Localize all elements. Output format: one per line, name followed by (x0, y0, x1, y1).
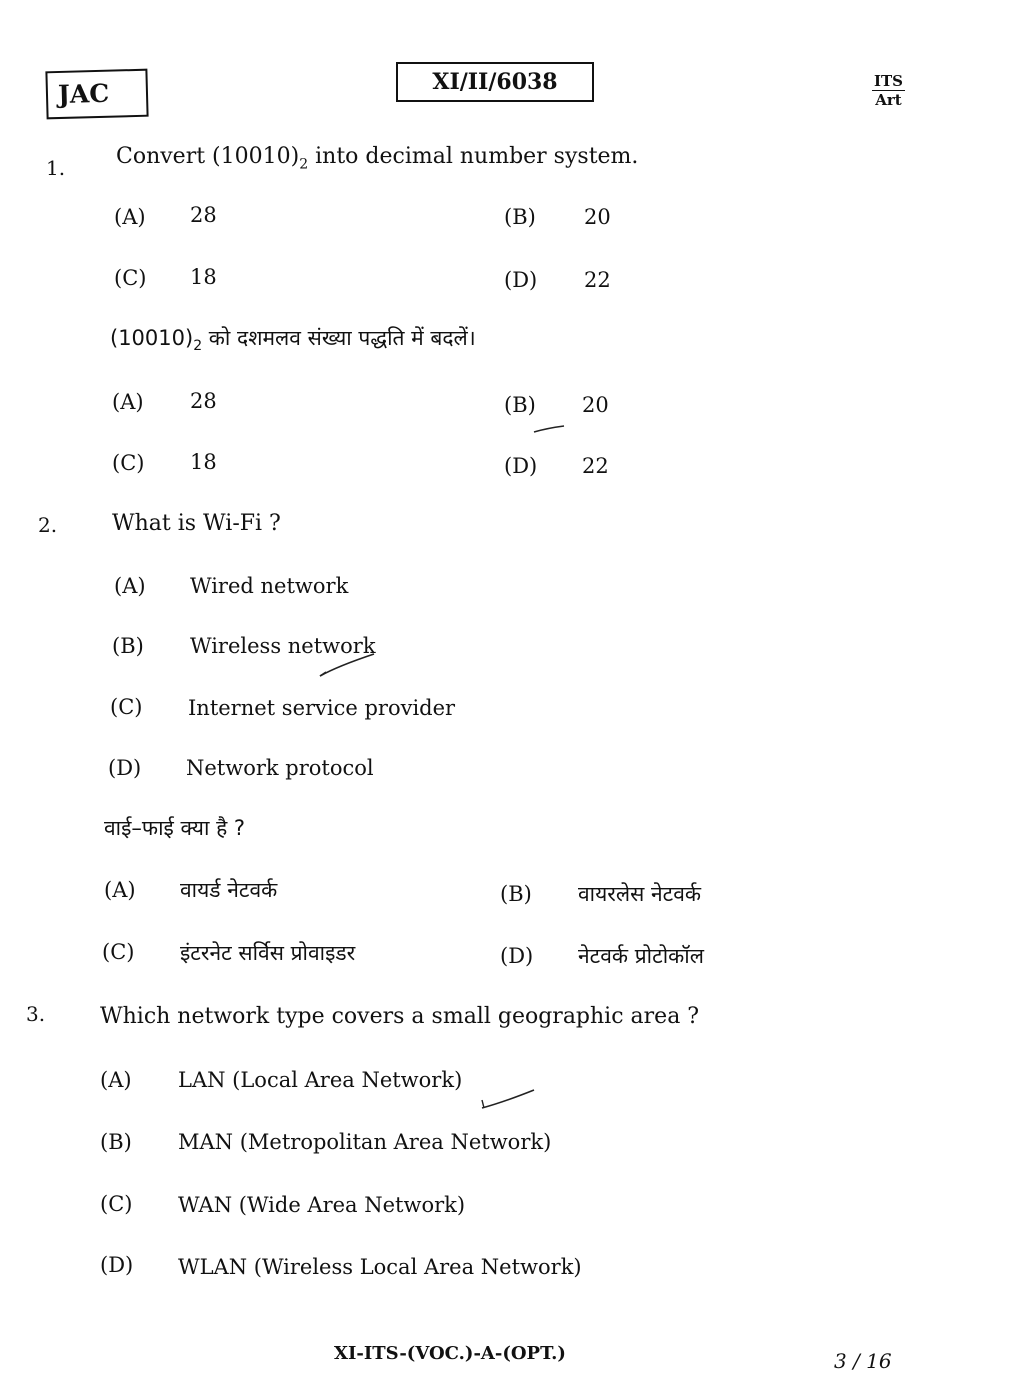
option-label: (D) (504, 454, 538, 478)
option-text: 22 (584, 268, 611, 292)
option-label: (A) (114, 574, 146, 598)
option-text: 20 (584, 205, 611, 229)
answer-tick-mark (532, 424, 566, 434)
option-text: इंटरनेट सर्विस प्रोवाइडर (180, 941, 356, 965)
paper-code: XI/II/6038 (396, 62, 594, 102)
option-text: Wireless network (190, 634, 376, 658)
option-text: WAN (Wide Area Network) (178, 1193, 466, 1217)
option-label: (B) (504, 393, 536, 417)
question-text: What is Wi-Fi ? (112, 511, 281, 536)
question-text-hindi: वाई–फाई क्या है ? (104, 816, 246, 840)
subject-label (872, 72, 905, 109)
option-text: WLAN (Wireless Local Area Network) (178, 1255, 582, 1279)
option-label: (C) (110, 695, 143, 719)
option-label: (A) (114, 205, 146, 229)
question-text: Which network type covers a small geographic area ? (100, 1004, 700, 1029)
option-label: (A) (100, 1068, 132, 1092)
option-text: वायर्ड नेटवर्क (180, 878, 278, 902)
option-text: 28 (190, 389, 217, 413)
option-label: (A) (104, 878, 136, 902)
option-label: (B) (100, 1130, 132, 1154)
option-label: (B) (500, 882, 532, 906)
option-text: Wired network (190, 574, 349, 598)
option-text: 20 (582, 393, 609, 417)
option-text: वायरलेस नेटवर्क (578, 882, 702, 906)
option-label: (C) (114, 266, 147, 290)
option-text: नेटवर्क प्रोटोकॉल (578, 944, 704, 968)
answer-tick-mark (478, 1088, 538, 1112)
paper-footer-code: XI-ITS-(VOC.)-A-(OPT.) (334, 1343, 566, 1364)
option-text: MAN (Metropolitan Area Network) (178, 1130, 552, 1154)
question-number: 3. (26, 1002, 46, 1026)
option-text: Network protocol (186, 756, 374, 780)
question-number: 1. (46, 156, 66, 180)
option-label: (C) (100, 1192, 133, 1216)
question-text-hindi: $(10010)_2$ को दशमलव संख्या पद्धति में बदलें। (110, 326, 476, 355)
option-label: (B) (112, 634, 144, 658)
option-label: (D) (108, 756, 142, 780)
option-text: Internet service provider (188, 696, 456, 720)
page-number: 3 / 16 (834, 1349, 892, 1373)
option-label: (A) (112, 390, 144, 414)
question-text: Convert $(10010)_2$ into decimal number system. (116, 144, 639, 173)
subject-bottom: Art (875, 91, 902, 109)
option-text: LAN (Local Area Network) (178, 1068, 463, 1092)
option-label: (C) (102, 940, 135, 964)
subject-top: ITS (874, 72, 904, 90)
option-label: (C) (112, 451, 145, 475)
board-label: JAC (45, 69, 148, 120)
question-number: 2. (38, 513, 58, 537)
option-text: 28 (190, 203, 217, 227)
option-text: 22 (582, 454, 609, 478)
option-text: 18 (190, 450, 217, 474)
option-label: (D) (100, 1253, 134, 1277)
answer-tick-mark (318, 652, 378, 682)
option-label: (D) (504, 268, 538, 292)
option-text: 18 (190, 265, 217, 289)
option-label: (B) (504, 205, 536, 229)
option-label: (D) (500, 944, 534, 968)
